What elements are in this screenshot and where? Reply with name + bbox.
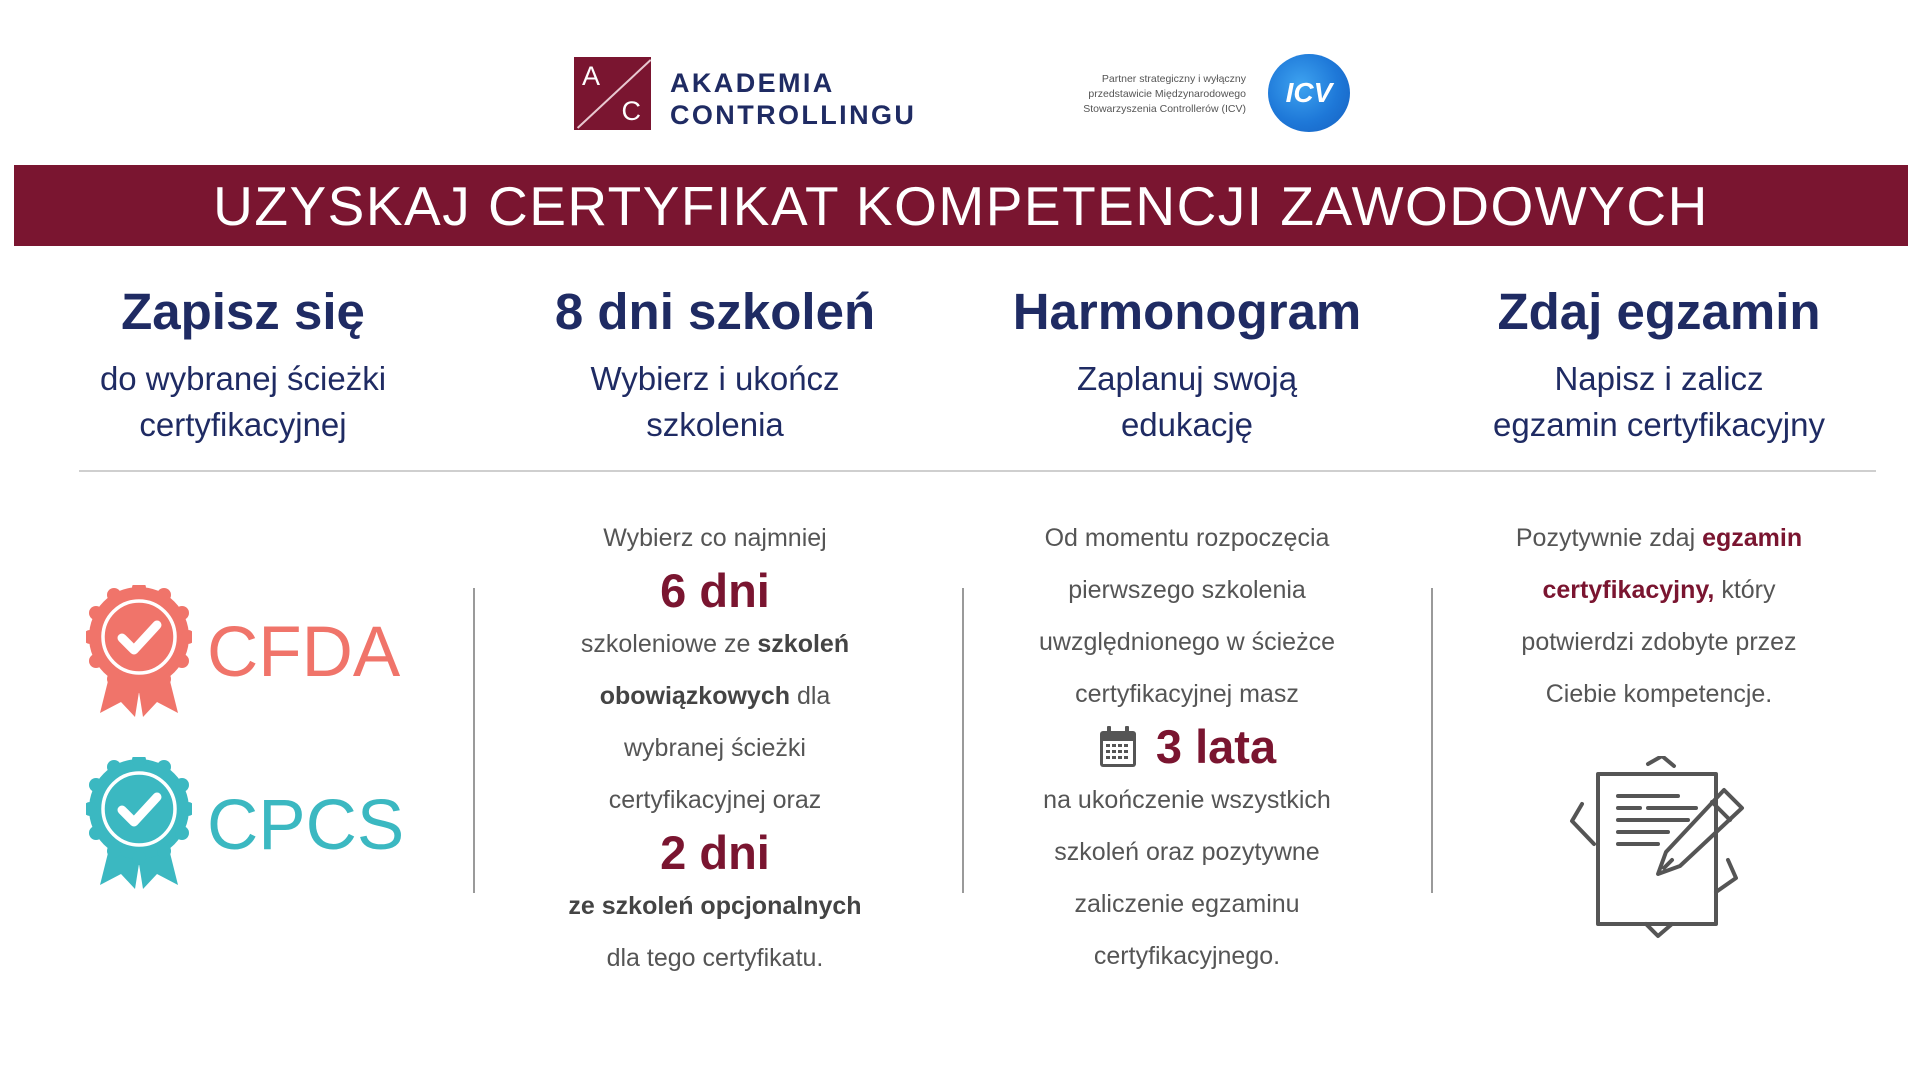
text-line: wybranej ścieżki xyxy=(623,734,806,762)
step-subtitle xyxy=(8,356,478,448)
text-line: potwierdzi zdobyte przez xyxy=(1521,628,1797,656)
step-training-days xyxy=(480,0,950,470)
text-line: szkoleń oraz pozytywne xyxy=(1054,838,1320,866)
text-line: Ciebie kompetencje. xyxy=(1545,680,1773,708)
training-days-description xyxy=(480,512,950,984)
step-schedule xyxy=(952,0,1422,470)
icv-logo-text: ICV xyxy=(1285,77,1333,108)
text-line xyxy=(1424,564,1894,616)
subtitle-line: do wybranej ścieżki xyxy=(99,360,387,397)
text-line xyxy=(1424,512,1894,564)
step-title: Zapisz się xyxy=(121,283,365,340)
duration-value: 3 lata xyxy=(1155,720,1277,773)
subtitle-line: certyfikacyjnej xyxy=(139,406,347,443)
text-line xyxy=(480,670,950,722)
cfda-badge-icon xyxy=(86,585,192,719)
text-line: na ukończenie wszystkich xyxy=(1043,786,1331,814)
bold-text: ze szkoleń opcjonalnych xyxy=(568,892,862,920)
subtitle-line: Wybierz i ukończ xyxy=(590,360,840,397)
exam-description xyxy=(1424,512,1894,720)
step-subtitle xyxy=(952,356,1422,448)
brand-name-line1: AKADEMIA xyxy=(670,68,835,98)
subtitle-line: Napisz i zalicz xyxy=(1554,360,1764,397)
duration-row xyxy=(952,720,1422,774)
step-subtitle xyxy=(480,356,950,448)
horizontal-divider xyxy=(79,470,1876,472)
brand-name-line2: CONTROLLINGU xyxy=(670,100,917,130)
text-line: Wybierz co najmniej xyxy=(603,524,827,552)
highlight-text: egzamin xyxy=(1702,524,1803,552)
subtitle-line: Zaplanuj swoją xyxy=(1076,360,1298,397)
optional-days-count: 2 dni xyxy=(660,826,770,879)
text-line: certyfikacyjnej oraz xyxy=(608,786,822,814)
calendar-icon xyxy=(1098,725,1138,769)
text-line: certyfikacyjnej masz xyxy=(1075,680,1299,708)
text-line: dla tego certyfikatu. xyxy=(606,944,824,972)
subtitle-line: edukację xyxy=(1120,406,1254,443)
text-line: Od momentu rozpoczęcia xyxy=(1044,524,1330,552)
step-subtitle xyxy=(1424,356,1894,448)
logo-letter-a: A xyxy=(582,61,601,91)
subtitle-line: egzamin certyfikacyjny xyxy=(1493,406,1825,443)
text-line xyxy=(480,880,950,932)
step-title: Zdaj egzamin xyxy=(1497,283,1821,340)
mandatory-days-count: 6 dni xyxy=(660,564,770,617)
logo-letter-c: C xyxy=(621,96,641,126)
cfda-label: CFDA xyxy=(207,613,401,692)
step-enroll xyxy=(8,0,478,470)
partner-line-2: przedstawicie Międzynarodowego xyxy=(1088,88,1246,100)
text-span: który xyxy=(1714,576,1776,604)
banner-title: UZYSKAJ CERTYFIKAT KOMPETENCJI ZAWODOWYCH xyxy=(213,174,1709,237)
text-line: uwzględnionego w ścieżce xyxy=(1038,628,1335,656)
cpcs-label: CPCS xyxy=(207,786,405,865)
text-span: szkoleniowe ze xyxy=(580,630,758,658)
bold-text: szkoleń xyxy=(757,630,850,658)
text-span: Pozytywnie zdaj xyxy=(1515,524,1703,552)
text-line: pierwszego szkolenia xyxy=(1068,576,1306,604)
exam-document-icon xyxy=(1568,756,1758,942)
partner-line-3: Stowarzyszenia Controllerów (ICV) xyxy=(1083,103,1246,115)
bold-text: obowiązkowych xyxy=(599,682,790,710)
text-line xyxy=(480,618,950,670)
column-separator xyxy=(473,588,475,893)
partner-line-1: Partner strategiczny i wyłączny xyxy=(1101,73,1246,85)
step-title: Harmonogram xyxy=(1012,283,1362,340)
schedule-description xyxy=(952,512,1422,982)
text-span: dla xyxy=(790,682,831,710)
step-exam xyxy=(1424,0,1894,470)
text-line: certyfikacyjnego. xyxy=(1093,942,1281,970)
step-title: 8 dni szkoleń xyxy=(554,283,876,340)
text-line: zaliczenie egzaminu xyxy=(1074,890,1300,918)
highlight-text: certyfikacyjny, xyxy=(1542,576,1715,604)
subtitle-line: szkolenia xyxy=(646,406,784,443)
cpcs-badge-icon xyxy=(86,757,192,891)
